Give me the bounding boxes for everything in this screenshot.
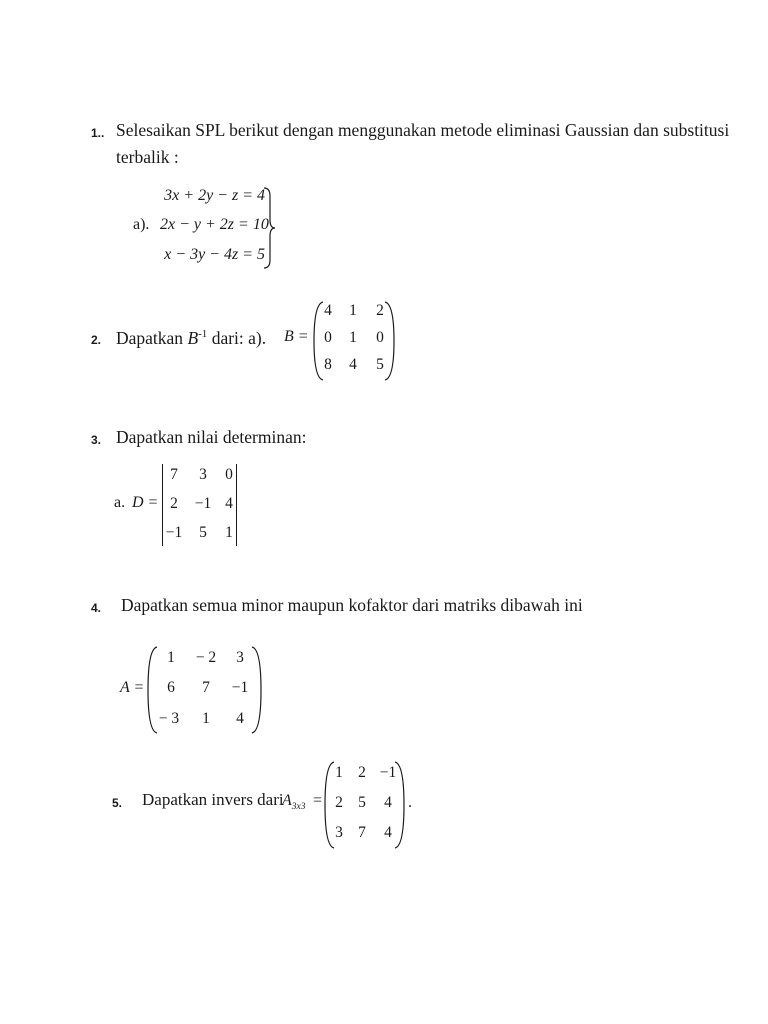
matrix-cell: 7 [202,679,210,696]
matrix-variable [282,792,306,812]
question-number: 3. [91,433,102,447]
matrix-cell: −1 [231,679,249,696]
matrix-cell: 4 [225,495,233,512]
question-text: Dapatkan nilai determinan: [116,427,307,447]
matrix-cell: 5 [358,794,366,811]
question-text: Dapatkan semua minor maupun kofaktor dari matriks dibawah ini [121,595,583,615]
matrix-cell: 0 [225,466,233,483]
matrix-cell: 1 [167,649,175,666]
sub-label: a. [114,494,126,511]
matrix-cell: −1 [165,524,183,541]
equation-3: x − 3y − 4z = 5 [164,246,265,263]
sub-label: a). [133,216,150,233]
question-number: 1.. [91,126,105,140]
equation-2: 2x − y + 2z = 10 [160,216,269,233]
question-number: 4. [91,601,102,615]
matrix-cell: 1 [335,764,343,781]
matrix-cell: 4 [236,710,244,727]
question-text: Dapatkan invers dari [142,790,284,809]
text-before: Dapatkan [116,328,188,348]
matrix-lhs: B = [284,328,309,345]
period: . [408,794,412,811]
matrix-cell: − 2 [195,649,217,666]
matrix-cell: 3 [199,466,207,483]
matrix-cell: 0 [324,329,332,346]
matrix-cell: 6 [167,679,175,696]
text-after: dari: a). [207,328,267,348]
matrix-lhs: A = [120,679,145,696]
matrix-cell: 2 [376,302,384,319]
superscript: -1 [198,328,208,341]
matrix-cell: 5 [376,356,384,373]
matrix-cell: 7 [170,466,178,483]
variable-name: A [282,792,292,809]
question-number: 5. [112,796,123,810]
matrix-cell: 1 [202,710,210,727]
matrix-cell: − 3 [158,710,180,727]
matrix-cell: 2 [170,495,178,512]
matrix-cell: 0 [376,329,384,346]
matrix-cell: 1 [349,329,357,346]
equals-sign: = [313,792,323,809]
question-number: 2. [91,333,102,347]
matrix-cell: 2 [358,764,366,781]
matrix-cell: 5 [199,524,207,541]
matrix-variable: B [187,328,199,348]
matrix-cell: 4 [349,356,357,373]
matrix-cell: 4 [384,794,392,811]
question-text-line-1: Selesaikan SPL berikut dengan menggunakan metode eliminasi Gaussian dan substitusi [116,120,730,140]
matrix-cell: 3 [335,824,343,841]
question-text-line-2: terbalik : [116,147,179,167]
matrix-cell: 4 [324,302,332,319]
matrix-cell: 8 [324,356,332,373]
matrix-cell: −1 [379,764,397,781]
question-text [116,328,266,349]
matrix-cell: −1 [194,495,212,512]
matrix-cell: 7 [358,824,366,841]
matrix-cell: 1 [349,302,357,319]
matrix-cell: 3 [236,649,244,666]
matrix-cell: 1 [225,524,233,541]
right-brace [262,186,276,270]
equation-1: 3x + 2y − z = 4 [164,187,265,204]
matrix-cell: 2 [335,794,343,811]
matrix-lhs: D = [132,494,159,511]
matrix-cell: 4 [384,824,392,841]
subscript: 3x3 [291,802,306,813]
